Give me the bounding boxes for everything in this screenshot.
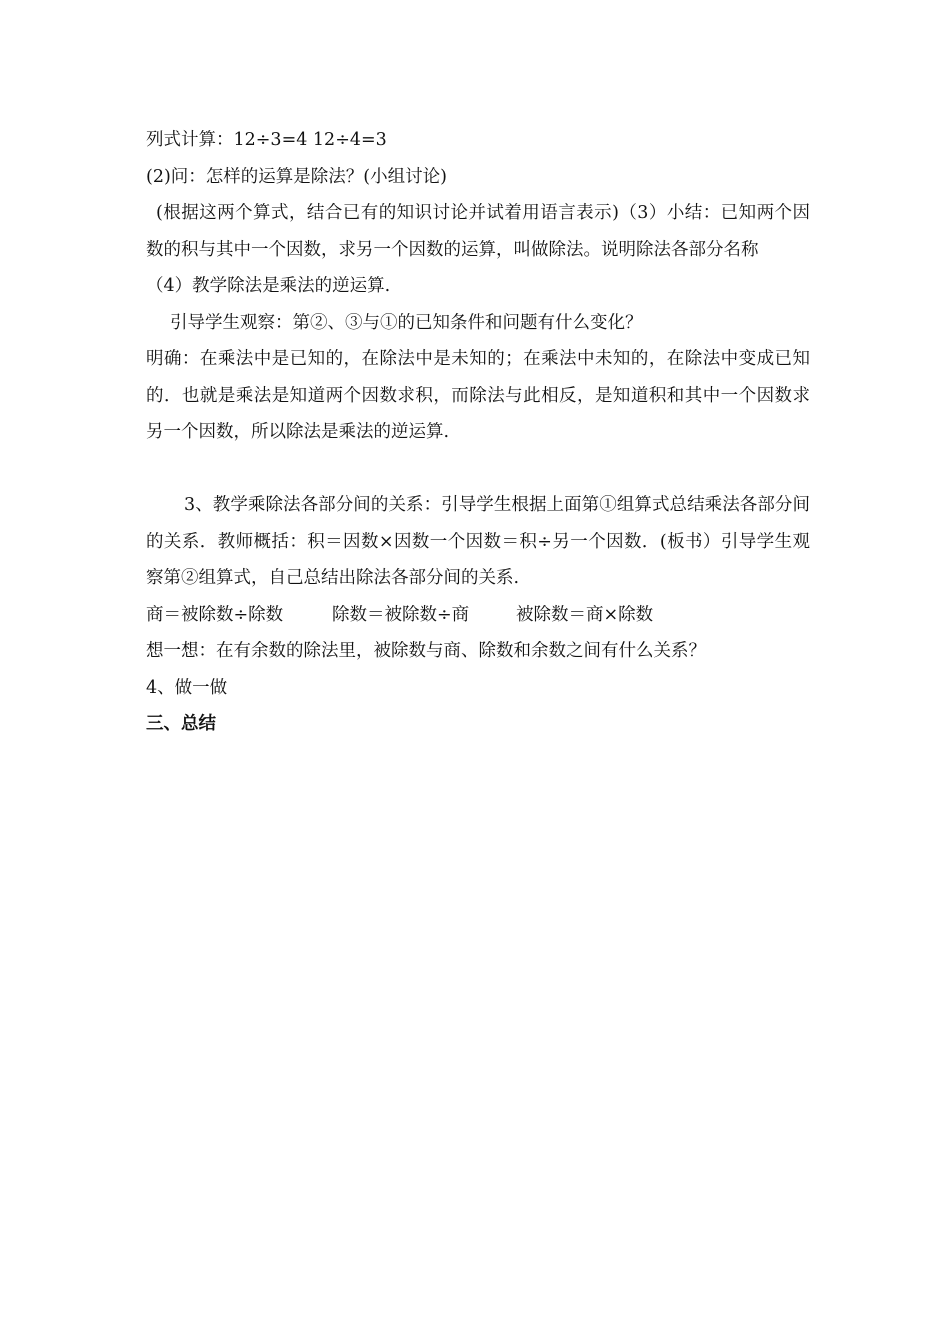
practice-line: 4、做一做 bbox=[146, 677, 228, 698]
summary-paragraph: (根据这两个算式，结合已有的知识讨论并试着用语言表示)（3）小结：已知两个因数的积与其中一个因数，求另一个因数的运算，叫做除法。说明除法各部分名称 bbox=[146, 203, 810, 260]
think-line: 想一想：在有余数的除法里，被除数与商、除数和余数之间有什么关系？ bbox=[146, 641, 706, 661]
observe-line: 引导学生观察：第②、③与①的已知条件和问题有什么变化？ bbox=[170, 312, 643, 333]
inverse-operation-line: （4）教学除法是乘法的逆运算. bbox=[146, 276, 391, 296]
formula-row bbox=[146, 597, 810, 634]
calc-line: 列式计算：12÷3=4 12÷4=3 bbox=[146, 130, 387, 150]
question-line: (2)问：怎样的运算是除法？(小组讨论) bbox=[146, 166, 447, 187]
blank-line bbox=[146, 451, 810, 488]
relations-paragraph: 3、教学乘除法各部分间的关系：引导学生根据上面第①组算式总结乘法各部分间的关系．教师概括：积＝因数×因数一个因数＝积÷另一个因数．(板书）引导学生观察第②组算式，自己总结出除法各部分间的关系. bbox=[146, 495, 810, 588]
divisor-formula: 除数＝被除数÷商 bbox=[332, 604, 470, 625]
clarify-paragraph: 明确：在乘法中是已知的，在除法中是未知的；在乘法中未知的，在除法中变成已知的．也就是乘法是知道两个因数求积，而除法与此相反，是知道积和其中一个因数求另一个因数，所以除法是乘法的逆运算. bbox=[146, 349, 810, 442]
quotient-formula: 商＝被除数÷除数 bbox=[146, 604, 284, 625]
document-body bbox=[146, 122, 810, 743]
section-heading-summary: 三、总结 bbox=[146, 714, 216, 734]
dividend-formula: 被除数＝商×除数 bbox=[516, 604, 654, 625]
